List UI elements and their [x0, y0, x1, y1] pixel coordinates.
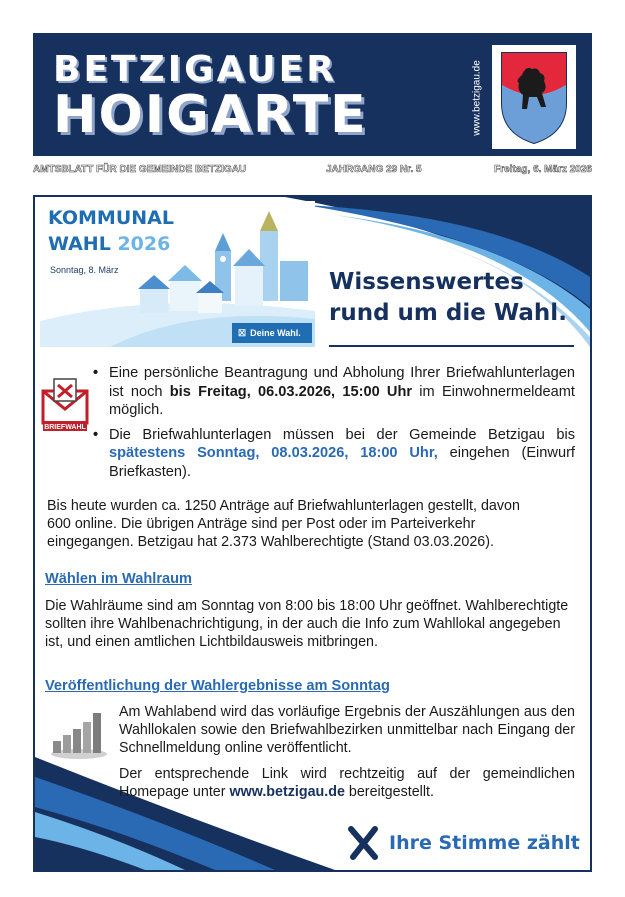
- publication-subtitle: AMTSBLATT FÜR DIE GEMEINDE BETZIGAU: [33, 164, 247, 175]
- ballot-cross-icon: ☒: [238, 327, 247, 338]
- bullet-deadline: bis Freitag, 06.03.2026, 15:00 Uhr: [169, 383, 413, 400]
- ballot-x-icon: [347, 825, 379, 861]
- bar-chart-icon: [47, 707, 109, 762]
- article-heading: [329, 267, 574, 329]
- issue-number: JAHRGANG 29 Nr. 5: [326, 164, 422, 175]
- briefwahl-envelope-icon: [40, 377, 90, 433]
- ergebnisse-paragraph-1: Am Wahlabend wird das vorläufige Ergebnis der Auszählungen aus den Wahllokalen sowie den Briefwahlbezirken unmittelbar nach Eingang der Schnellmeldung online veröffentlicht.: [119, 704, 575, 756]
- masthead: [33, 33, 592, 156]
- deine-wahl-text: Deine Wahl.: [250, 328, 301, 338]
- election-date: Sonntag, 8. März: [50, 265, 119, 275]
- slogan-text: Ihre Stimme zählt: [389, 832, 580, 854]
- masthead-title-line2: HOIGARTE: [53, 85, 368, 145]
- heading-underline: [329, 345, 574, 347]
- heading-line1: Wissenswertes: [329, 269, 524, 295]
- masthead-url: [469, 49, 485, 147]
- kommunal-label: KOMMUNAL: [48, 207, 174, 229]
- slogan: [347, 823, 580, 863]
- ergebnisse-heading: Veröffentlichung der Wahlergebnisse am Sonntag: [45, 678, 390, 694]
- wahlraum-paragraph: Die Wahlräume sind am Sonntag von 8:00 bis 18:00 Uhr geöffnet. Wahlberechtigte sollten ihre Wahlbenachrichtigung, in der auch die Info zum Wahllokal angegeben ist, und einen amtlichen Lichtbildausweis mitbringen.: [45, 598, 569, 650]
- ergebnisse-text: Der entsprechende Link wird rechtzeitig auf der gemeindlichen Homepage unter: [119, 766, 575, 800]
- bullet-text: Die Briefwahlunterlagen müssen bei der Gemeinde Betzigau bis: [109, 426, 575, 443]
- wahl-year: 2026: [117, 233, 171, 255]
- issue-date: Freitag, 6. März 2026: [494, 164, 592, 175]
- masthead-title-line1: BETZIGAUER: [53, 49, 337, 90]
- briefwahl-label: BRIEFWAHL: [44, 424, 86, 431]
- stats-paragraph: Bis heute wurden ca. 1250 Anträge auf Briefwahlunterlagen gestellt, davon 600 online. Die übrigen Anträge sind per Post oder im Parteiverkehr eingegangen. Betzigau hat 2.373 Wahlberechtigte (Stand 03.03.2026).: [47, 498, 520, 550]
- bullet-text: eingehen (Einwurf Briefkasten).: [109, 445, 575, 480]
- bullet-text: im Einwohnermeldeamt möglich.: [109, 383, 575, 418]
- bullet-text: Eine persönliche Beantragung und Abholung Ihrer Briefwahlunterlagen ist noch: [109, 365, 575, 400]
- article-frame: [33, 195, 592, 872]
- ergebnisse-paragraph-2: [119, 765, 575, 801]
- bullet-deadline: spätestens Sonntag, 08.03.2026, 18:00 Uhr,: [109, 445, 438, 461]
- coat-of-arms-logo: [492, 45, 576, 149]
- issue-meta-line: [33, 164, 592, 180]
- kommunalwahl-illustration: [40, 201, 315, 347]
- deine-wahl-badge: [232, 323, 312, 343]
- bullet-item: [89, 426, 575, 482]
- bullet-list: [89, 364, 575, 487]
- ergebnisse-text: bereitgestellt.: [344, 784, 434, 800]
- wahl-word: WAHL: [48, 233, 111, 255]
- wahl-label: [48, 233, 170, 255]
- masthead-url-text: www.betzigau.de: [471, 60, 483, 136]
- wahlraum-heading: Wählen im Wahlraum: [45, 571, 193, 587]
- heading-line2: rund um die Wahl.: [329, 300, 567, 326]
- bullet-item: [89, 364, 575, 420]
- homepage-link[interactable]: www.betzigau.de: [229, 784, 345, 800]
